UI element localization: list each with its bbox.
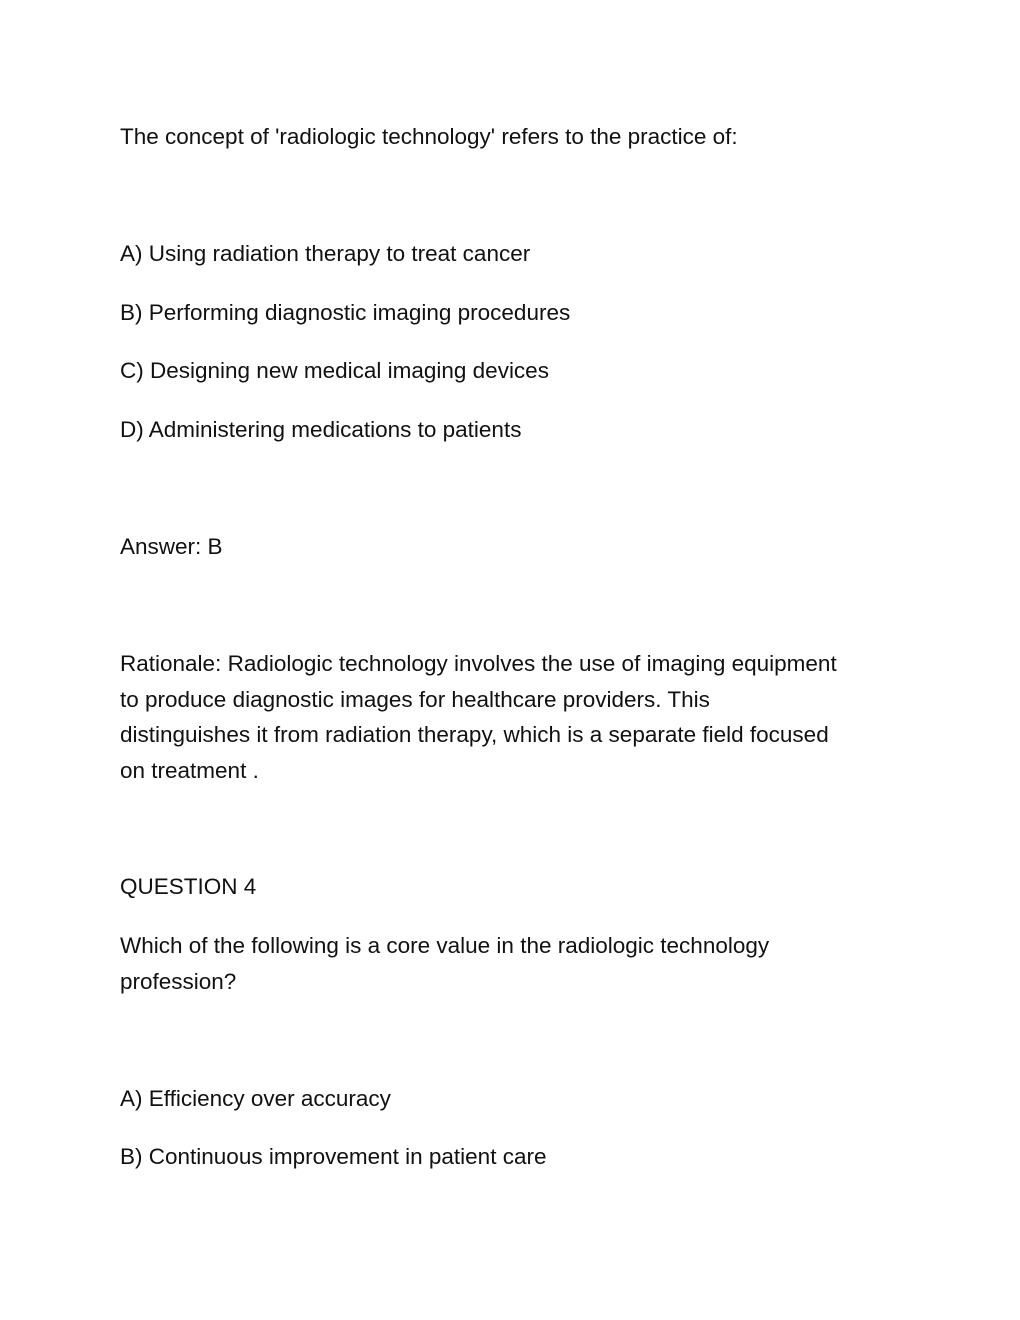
prompt-line: profession? [120,968,237,994]
rationale-line: distinguishes it from radiation therapy, which is a separate field focused [120,722,829,747]
question-prompt [120,928,920,999]
rationale-line: to produce diagnostic images for healthcare providers. This [120,686,710,712]
option-a: A) Efficiency over accuracy [120,1086,391,1111]
question-heading: QUESTION 4 [120,874,257,899]
rationale-line: Rationale: Radiologic technology involves the use of imaging equipment [120,651,837,676]
option-c: C) Designing new medical imaging devices [120,358,549,383]
question-prompt: The concept of 'radiologic technology' refers to the practice of: [120,124,738,149]
rationale-line: on treatment . [120,757,259,783]
answer-line: Answer: B [120,534,223,559]
option-a: A) Using radiation therapy to treat cancer [120,241,531,266]
option-b: B) Performing diagnostic imaging procedures [120,300,571,325]
option-d: D) Administering medications to patients [120,417,522,442]
rationale-paragraph [120,646,920,788]
option-b: B) Continuous improvement in patient care [120,1144,547,1169]
prompt-line: Which of the following is a core value in the radiologic technology [120,933,770,958]
